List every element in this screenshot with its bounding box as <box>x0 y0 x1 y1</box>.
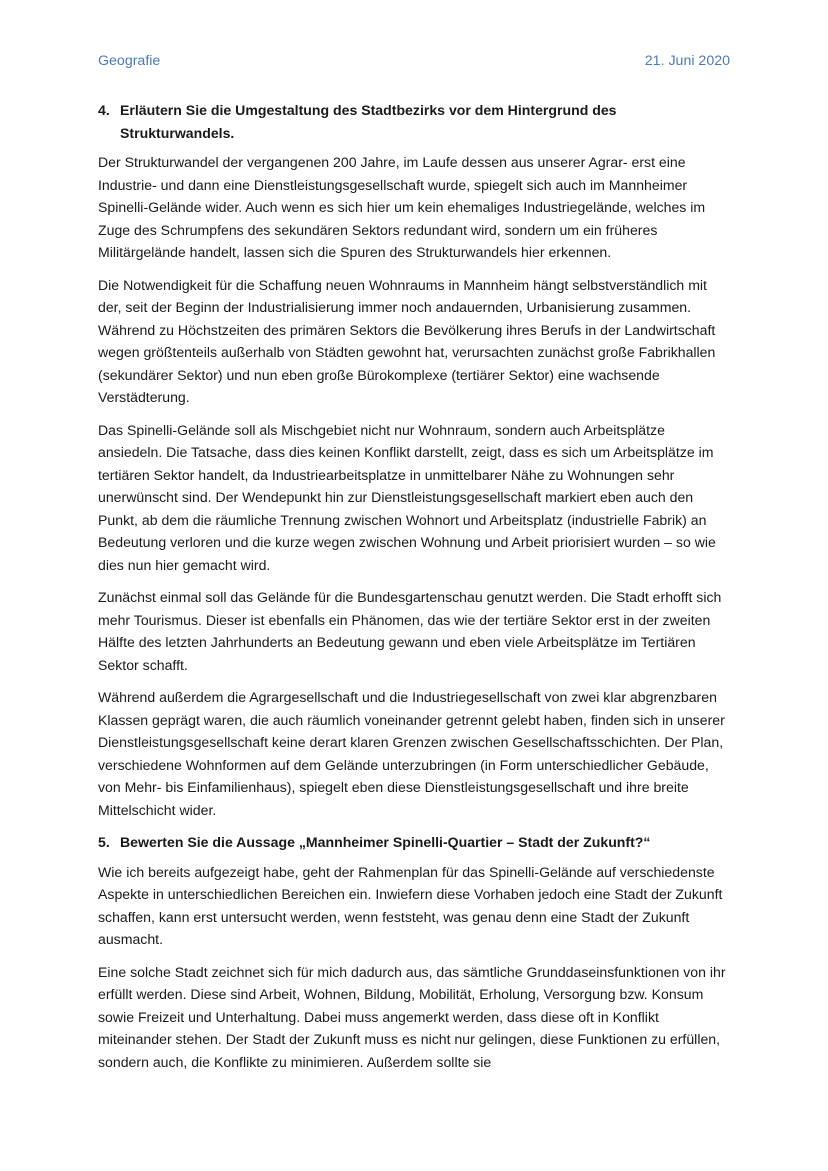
header-subject: Geografie <box>98 53 161 69</box>
paragraph: Das Spinelli-Gelände soll als Mischgebiet nicht nur Wohnraum, sondern auch Arbeitsplätze ansiedeln. Die Tatsache, dass dies keinen Konflikt darstellt, zeigt, dass es sich um Arbeitsplätze im tertiären Sektor handelt, da Industriearbeitsplatze in unmittelbarer Nähe zu Wohnungen sehr unerwünscht sind. Der Wendepunkt hin zur Dienstleistungsgesellschaft markiert eben auch den Punkt, ab dem die räumliche Trennung zwischen Wohnort und Arbeitsplatz (industrielle Fabrik) an Bedeutung verloren und die kurze wegen zwischen Wohnung und Arbeit priorisiert wurden – so wie dies nun hier gemacht wird. <box>98 421 716 573</box>
paragraph: Die Notwendigkeit für die Schaffung neuen Wohnraums in Mannheim hängt selbstverständlich mit der, seit der Beginn der Industrialisierung immer noch andauernden, Urbanisierung zusammen. Während zu Höchstzeiten des primären Sektors die Bevölkerung ihres Berufs in der Landwirtschaft wegen größtenteils außerhalb von Städten gewohnt hat, verursachten zunächst große Fabrikhallen (sekundärer Sektor) und nun eben große Bürokomplexe (tertiärer Sektor) eine wachsende Verstädterung. <box>98 276 716 405</box>
paragraph: Wie ich bereits aufgezeigt habe, geht der Rahmenplan für das Spinelli-Gelände auf verschiedenste Aspekte in unterschiedlichen Bereichen ein. Inwiefern diese Vorhaben jedoch eine Stadt der Zukunft schaffen, kann erst untersucht werden, wenn feststeht, was genau denn eine Stadt der Zukunft ausmacht. <box>98 863 723 947</box>
paragraph: Der Strukturwandel der vergangenen 200 Jahre, im Laufe dessen aus unserer Agrar- erst eine Industrie- und dann eine Dienstleistungsgesellschaft wurde, spiegelt sich auch im Mannheimer Spinelli-Gelände wider. Auch wenn es sich hier um kein ehemaliges Industriegelände, welches im Zuge des Schrumpfens des sekundären Sektors redundant wird, sondern um ein früheres Militärgelände handelt, lassen sich die Spuren des Strukturwandels hier erkennen. <box>98 154 706 260</box>
paragraph: Eine solche Stadt zeichnet sich für mich dadurch aus, das sämtliche Grunddaseinsfunktionen von ihr erfüllt werden. Diese sind Arbeit, Wohnen, Bildung, Mobilität, Erholung, Versorgung bzw. Konsum sowie Freizeit und Unterhaltung. Dabei muss angemerkt werden, dass diese oft in Konflikt miteinander stehen. Der Stadt der Zukunft muss es nicht nur gelingen, diese Funktionen zu erfüllen, sondern auch, die Konflikte zu minimieren. Außerdem sollte sie <box>98 963 726 1070</box>
question-4-number: 4. <box>98 102 110 118</box>
page-header <box>98 50 730 72</box>
question-4-heading <box>98 99 730 144</box>
question-5-heading <box>98 831 730 854</box>
paragraph: Zunächst einmal soll das Gelände für die Bundesgartenschau genutzt werden. Die Stadt erhofft sich mehr Tourismus. Dieser ist ebenfalls ein Phänomen, das wie der tertiäre Sektor erst in der zweiten Hälfte des letzten Jahrhunderts an Bedeutung gewann und eben viele Arbeitsplätze im Tertiären Sektor schafft. <box>98 589 722 673</box>
question-4-title: Erläutern Sie die Umgestaltung des Stadtbezirks vor dem Hintergrund des Strukturwandels. <box>120 102 617 141</box>
question-5-title: Bewerten Sie die Aussage „Mannheimer Spinelli-Quartier – Stadt der Zukunft?“ <box>120 834 651 850</box>
document-body <box>98 99 730 1083</box>
paragraph: Während außerdem die Agrargesellschaft und die Industriegesellschaft von zwei klar abgrenzbaren Klassen geprägt waren, die auch räumlich voneinander getrennt gelebt haben, finden sich in unserer Dienstleistungsgesellschaft keine derart klaren Grenzen zwischen Gesellschaftsschichten. Der Plan, verschiedene Wohnformen auf dem Gelände unterzubringen (in Form unterschiedlicher Gebäude, von Mehr- bis Einfamilienhaus), spiegelt eben diese Dienstleistungsgesellschaft und ihre breite Mittelschicht wider. <box>98 689 725 818</box>
question-5-number: 5. <box>98 834 110 850</box>
header-date: 21. Juni 2020 <box>644 53 730 69</box>
